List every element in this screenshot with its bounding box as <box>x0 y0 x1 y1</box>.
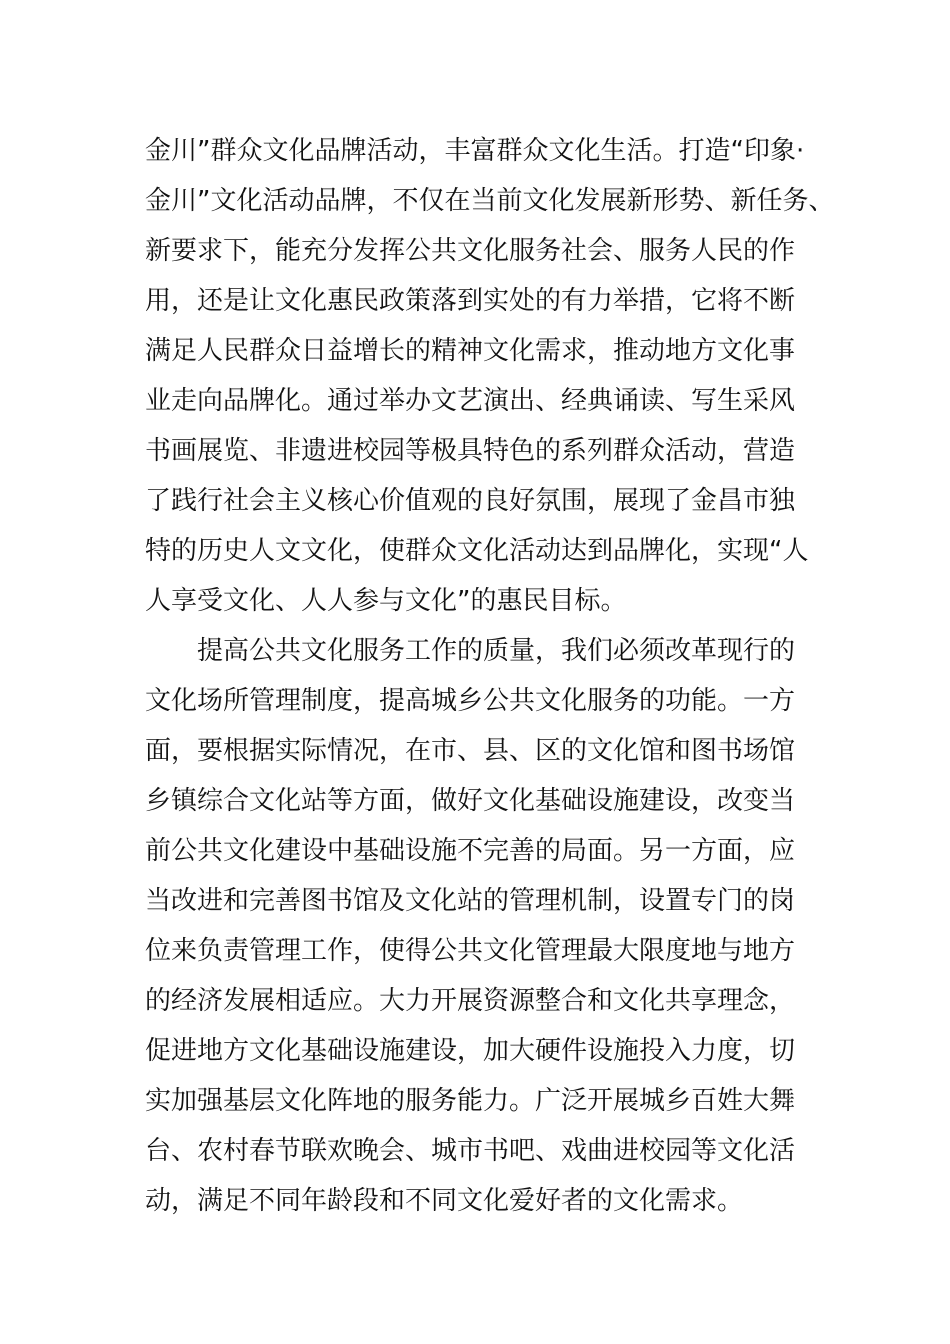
paragraph-2 <box>145 626 825 1226</box>
text-line: 面，要根据实际情况，在市、县、区的文化馆和图书场馆 <box>145 736 796 766</box>
text-line: 提高公共文化服务工作的质量，我们必须改革现行的 <box>197 636 796 666</box>
text-line: 书画展览、非遗进校园等极具特色的系列群众活动，营造 <box>145 436 796 466</box>
text-line: 用，还是让文化惠民政策落到实处的有力举措，它将不断 <box>145 286 796 316</box>
paragraph-1 <box>145 126 835 626</box>
text-line: 实加强基层文化阵地的服务能力。广泛开展城乡百姓大舞 <box>145 1086 796 1116</box>
text-line: 台、农村春节联欢晚会、城市书吧、戏曲进校园等文化活 <box>145 1136 796 1166</box>
text-line: 乡镇综合文化站等方面，做好文化基础设施建设，改变当 <box>145 786 796 816</box>
text-line: 文化场所管理制度，提高城乡公共文化服务的功能。一方 <box>145 686 796 716</box>
text-line: 业走向品牌化。通过举办文艺演出、经典诵读、写生采风 <box>145 386 796 416</box>
text-line: 促进地方文化基础设施建设，加大硬件设施投入力度，切 <box>145 1036 796 1066</box>
text-line: 位来负责管理工作，使得公共文化管理最大限度地与地方 <box>145 936 796 966</box>
text-line: 金川”文化活动品牌，不仅在当前文化发展新形势、新任务、 <box>145 186 835 216</box>
text-line: 当改进和完善图书馆及文化站的管理机制，设置专门的岗 <box>145 886 796 916</box>
text-line: 新要求下，能充分发挥公共文化服务社会、服务人民的作 <box>145 236 796 266</box>
document-body <box>145 126 835 1226</box>
text-line: 的经济发展相适应。大力开展资源整合和文化共享理念， <box>145 986 796 1016</box>
text-line: 金川”群众文化品牌活动，丰富群众文化生活。打造“印象· <box>145 136 805 166</box>
text-line: 前公共文化建设中基础设施不完善的局面。另一方面，应 <box>145 836 796 866</box>
text-line: 满足人民群众日益增长的精神文化需求，推动地方文化事 <box>145 336 796 366</box>
text-line: 特的历史人文文化，使群众文化活动达到品牌化，实现“人 <box>145 536 809 566</box>
text-line: 动，满足不同年龄段和不同文化爱好者的文化需求。 <box>145 1186 744 1216</box>
text-line: 人享受文化、人人参与文化”的惠民目标。 <box>145 586 627 616</box>
text-line: 了践行社会主义核心价值观的良好氛围，展现了金昌市独 <box>145 486 796 516</box>
